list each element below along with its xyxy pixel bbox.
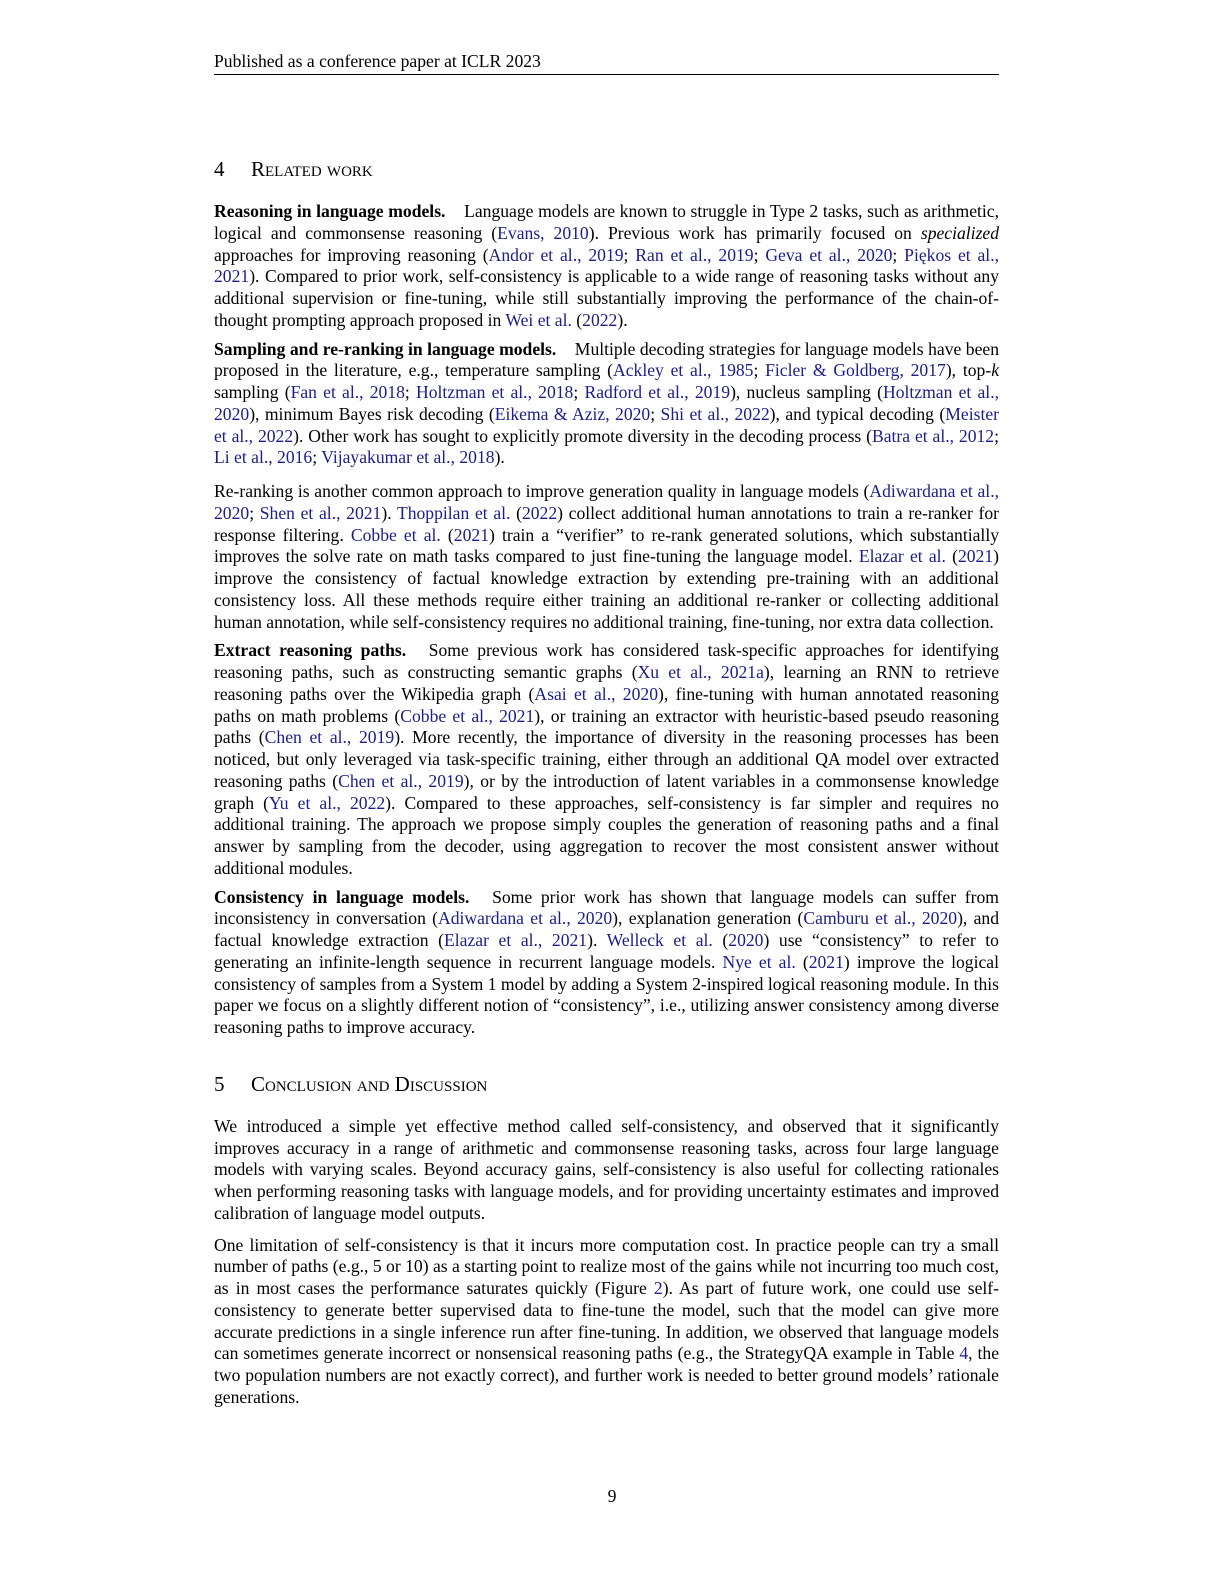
citation-link[interactable]: Camburu et al., 2020 xyxy=(803,908,958,929)
paragraph-sampling-reranking: Sampling and re-ranking in language models. Multiple decoding strategies for language models have been proposed in the literature, e.g., temperature sampling (Ackley et al., 1985; Ficler & Goldberg, 2017), top-k sampling (Fan et al., 2018; Holtzman et al., 2018; Radford et al., 2019), nucleus sampling (Holtzman et al., 2020), minimum Bayes risk decoding (Eikema & Aziz, 2020; Shi et al., 2022), and typical decoding (Meister et al., 2022). Other work has sought to explicitly promote diversity in the decoding process (Batra et al., 2012; Li et al., 2016; Vijayakumar et al., 2018). xyxy=(214,338,999,468)
paragraph-lead: Consistency in language models. xyxy=(214,886,470,907)
page-number: 9 xyxy=(607,1486,617,1506)
citation-link[interactable]: Meister et al., 2022 xyxy=(214,403,999,446)
section-number: 4 xyxy=(214,157,225,181)
citation-link[interactable]: Elazar et al. xyxy=(858,546,946,567)
paragraph-limitations: One limitation of self-consistency is that it incurs more computation cost. In practice people can try a small number of paths (e.g., 5 or 10) as a starting point to realize most of the gains while not incurring too much cost, as in most cases the performance saturates quickly (Figure 2). As part of future work, one could use self-consistency to generate better supervised data to fine-tune the model, such that the model can give more accurate predictions in a single inference run after fine-tuning. In addition, we observed that language models can sometimes generate incorrect or nonsensical reasoning paths (e.g., the StrategyQA example in Table 4, the two population numbers are not exactly correct), and further work is needed to better ground models’ rationale generations. xyxy=(214,1234,1000,1407)
section-heading-conclusion xyxy=(214,1071,999,1097)
citation-link[interactable]: Holtzman et al., 2020 xyxy=(214,382,999,424)
citation-link[interactable]: 2021 xyxy=(957,546,994,567)
citation-link[interactable]: 2 xyxy=(653,1278,663,1298)
citation-link[interactable]: Shen et al., 2021 xyxy=(259,502,382,523)
emphasis-text: specialized xyxy=(920,222,1000,243)
citation-link[interactable]: 4 xyxy=(959,1343,969,1364)
citation-link[interactable]: Evans, 2010 xyxy=(497,222,589,243)
citation-link[interactable]: 2020 xyxy=(728,930,764,950)
citation-link[interactable]: Li et al., 2016 xyxy=(214,447,313,468)
paragraph-conclusion-summary: We introduced a simple yet effective method called self-consistency, and observed that it significantly improves accuracy in a range of arithmetic and commonsense reasoning tasks, across four large language models with varying scales. Beyond accuracy gains, self-consistency is also useful for collecting rationales when performing reasoning tasks with language models, and for providing uncertainty estimates and improved calibration of language model outputs. xyxy=(214,1115,999,1223)
citation-link[interactable]: Shi et al., 2022 xyxy=(660,403,770,424)
citation-link[interactable]: Batra et al., 2012 xyxy=(872,425,995,446)
citation-link[interactable]: 2021 xyxy=(808,951,844,972)
citation-link[interactable]: Fan et al., 2018 xyxy=(290,382,405,402)
citation-link[interactable]: Cobbe et al. xyxy=(350,524,441,545)
section-title: Conclusion and Discussion xyxy=(251,1071,488,1096)
citation-link[interactable]: Eikema & Aziz, 2020 xyxy=(494,403,651,424)
citation-link[interactable]: Welleck et al. xyxy=(606,930,713,950)
citation-link[interactable]: Ran et al., 2019 xyxy=(635,244,754,265)
citation-link[interactable]: Adiwardana et al., 2020 xyxy=(214,481,999,523)
citation-link[interactable]: Xu et al., 2021a xyxy=(637,662,764,682)
citation-link[interactable]: 2021 xyxy=(453,524,489,545)
citation-link[interactable]: Cobbe et al., 2021 xyxy=(400,705,535,726)
section-heading-related-work xyxy=(214,156,999,182)
paragraph-lead: Reasoning in language models. xyxy=(214,201,446,221)
paragraph-reasoning-in-lms: Reasoning in language models. Language models are known to struggle in Type 2 tasks, such as arithmetic, logical and commonsense reasoning (Evans, 2010). Previous work has primarily focused on specialized approaches for improving reasoning (Andor et al., 2019; Ran et al., 2019; Geva et al., 2020; Piękos et al., 2021). Compared to prior work, self-consistency is applicable to a wide range of reasoning tasks without any additional supervision or fine-tuning, while still substantially improving the performance of the chain-of-thought prompting approach proposed in Wei et al. (2022). xyxy=(214,201,1000,330)
citation-link[interactable]: Yu et al., 2022 xyxy=(269,792,386,813)
citation-link[interactable]: Andor et al., 2019 xyxy=(488,244,624,265)
citation-link[interactable]: Ficler & Goldberg, 2017 xyxy=(765,360,946,381)
emphasis-text: k xyxy=(991,360,999,381)
citation-link[interactable]: 2022 xyxy=(582,309,618,330)
citation-link[interactable]: Thoppilan et al. xyxy=(396,502,511,523)
paragraph-reranking: Re-ranking is another common approach to improve generation quality in language models (Adiwardana et al., 2020; Shen et al., 2021). Thoppilan et al. (2022) collect additional human annotations to train a re-ranker for response filtering. Cobbe et al. (2021) train a “verifier” to re-rank generated solutions, which substantially improves the solve rate on math tasks compared to just fine-tuning the language model. Elazar et al. (2021) improve the consistency of factual knowledge extraction by extending pre-training with an additional consistency loss. All these methods require either training an additional re-ranker or collecting additional human annotation, while self-consistency requires no additional training, fine-tuning, nor extra data collection. xyxy=(214,481,999,632)
citation-link[interactable]: Chen et al., 2019 xyxy=(264,727,395,748)
citation-link[interactable]: Wei et al. xyxy=(505,309,572,330)
citation-link[interactable]: Chen et al., 2019 xyxy=(338,770,464,791)
citation-link[interactable]: Vijayakumar et al., 2018 xyxy=(321,447,495,468)
section-number: 5 xyxy=(214,1071,225,1096)
citation-link[interactable]: Radford et al., 2019 xyxy=(584,382,731,402)
citation-link[interactable]: Holtzman et al., 2018 xyxy=(416,382,574,402)
citation-link[interactable]: Ackley et al., 1985 xyxy=(613,360,754,381)
citation-link[interactable]: Elazar et al., 2021 xyxy=(444,930,588,950)
paper-page xyxy=(214,50,999,1409)
section-title: Related work xyxy=(251,157,373,181)
paragraph-consistency-in-lms: Consistency in language models. Some prior work has shown that language models can suffer from inconsistency in conversation (Adiwardana et al., 2020), explanation generation (Camburu et al., 2020), and factual knowledge extraction (Elazar et al., 2021). Welleck et al. (2020) use “consistency” to refer to generating an infinite-length sequence in recurrent language models. Nye et al. (2021) improve the logical consistency of samples from a System 1 model by adding a System 2-inspired logical reasoning module. In this paper we focus on a slightly different notion of “consistency”, i.e., utilizing answer consistency among diverse reasoning paths to improve accuracy. xyxy=(214,886,1000,1037)
citation-link[interactable]: Nye et al. xyxy=(722,951,796,972)
citation-link[interactable]: Geva et al., 2020 xyxy=(765,244,893,265)
citation-link[interactable]: Asai et al., 2020 xyxy=(534,683,658,704)
paragraph-extract-reasoning-paths: Extract reasoning paths. Some previous work has considered task-specific approaches for identifying reasoning paths, such as constructing semantic graphs (Xu et al., 2021a), learning an RNN to retrieve reasoning paths over the Wikipedia graph (Asai et al., 2020), fine-tuning with human annotated reasoning paths on math problems (Cobbe et al., 2021), or training an extractor with heuristic-based pseudo reasoning paths (Chen et al., 2019). More recently, the importance of diversity in the reasoning processes has been noticed, but only leveraged via task-specific training, either through an additional QA model over extracted reasoning paths (Chen et al., 2019), or by the introduction of latent variables in a commonsense knowledge graph (Yu et al., 2022). Compared to these approaches, self-consistency is far simpler and requires no additional training. The approach we propose simply couples the generation of reasoning paths and a final answer by sampling from the decoder, using aggregation to recover the most consistent answer without additional modules. xyxy=(214,640,1000,878)
running-header: Published as a conference paper at ICLR 2023 xyxy=(214,50,999,75)
citation-link[interactable]: Piękos et al., 2021 xyxy=(214,244,999,287)
citation-link[interactable]: 2022 xyxy=(521,502,558,523)
paragraph-lead: Extract reasoning paths. xyxy=(214,640,407,661)
paragraph-lead: Sampling and re-ranking in language models. xyxy=(214,338,557,359)
citation-link[interactable]: Adiwardana et al., 2020 xyxy=(438,908,613,929)
